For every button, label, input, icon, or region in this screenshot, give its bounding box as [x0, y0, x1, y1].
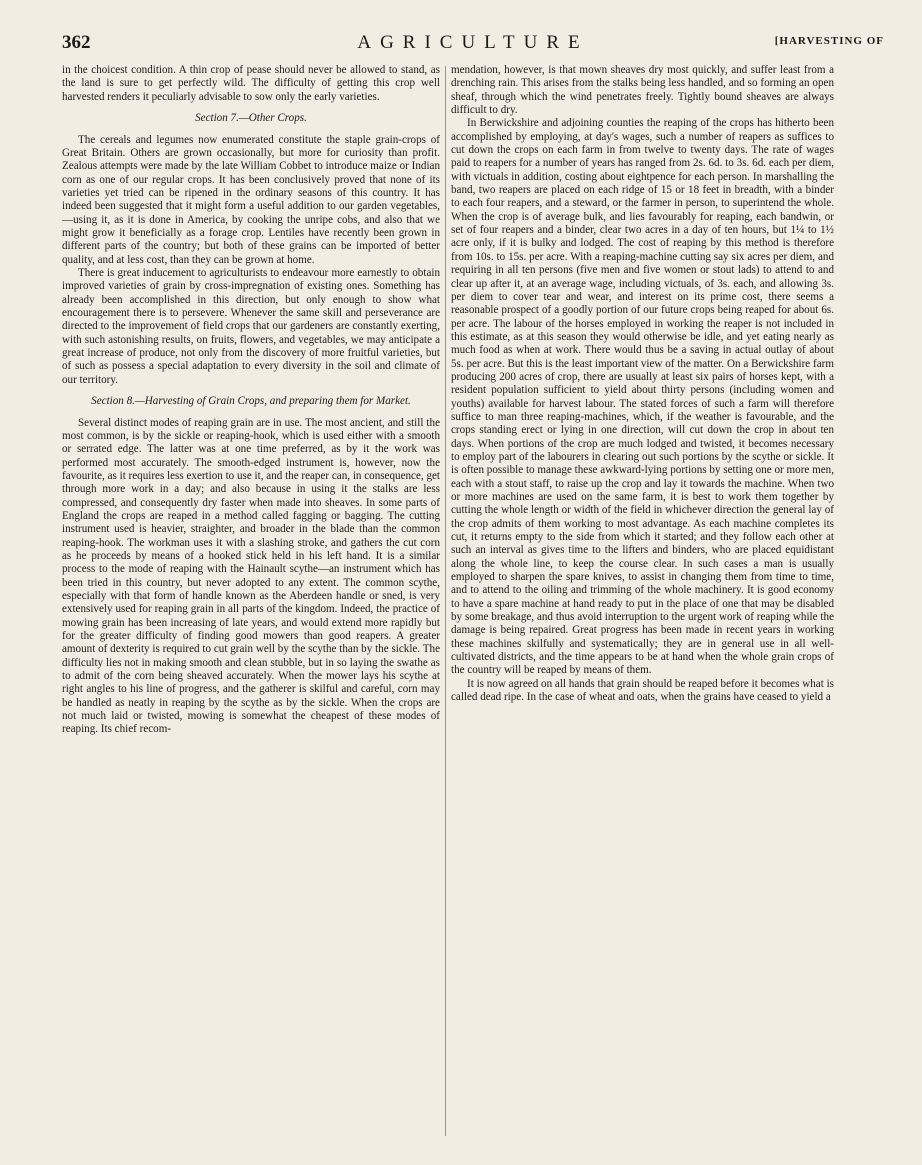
- paragraph: mendation, however, is that mown sheaves dry most quickly, and suffer least from a drenching rain. This arises from the stalks being less handled, and so forming an open sheaf, through which the wind penetrates freely. Tightly bound sheaves are always difficult to dry.: [451, 64, 834, 117]
- section-heading: Section 8.—Harvesting of Grain Crops, and preparing them for Market.: [91, 395, 411, 408]
- page-number: 362: [62, 32, 91, 53]
- left-column: [62, 64, 440, 737]
- page-header: [62, 32, 884, 58]
- paragraph: In Berwickshire and adjoining counties the reaping of the crops has hitherto been accomplished by employing, at day's wages, such a number of reapers as suffices to cut down the crops on each farm in from twelve to twenty days. The rate of wages paid to reapers for a number of years has ranged from 2s. 6d. to 3s. 6d. each per diem, with victuals in addition, costing about eightpence for each person. In marshalling the band, two reapers are placed on each ridge of 15 or 18 feet in breadth, with a binder to each four reapers, and a steward, or the farmer in person, to superintend the whole. When the crop is of average bulk, and lies favourably for reaping, each bandwin, or set of four reapers and a binder, clear two acres in a day of ten hours, but 1¼ to 1½ acre only, if it is bulky and lodged. The cost of reaping by this method is therefore from 10s. to 15s. per acre. With a reaping-machine cutting say six acres per diem, and requiring in all ten persons (five men and five women or stout lads) to attend to and clear up after it, at an average wage, including victuals, of 3s. each, and allowing 3s. per diem to cover tear and wear, and interest on its prime cost, there seems a reasonable prospect of a goodly portion of our future crops being reaped for about 6s. per acre. The labour of the horses employed in working the reaper is not included in this estimate, as at this season they would otherwise be idle, and yet eating nearly as much food as when at work. There would thus be a saving in actual outlay of about 5s. per acre. But this is the least important view of the matter. On a Berwickshire farm producing 200 acres of crop, there are usually at least six pairs of horses kept, with a resident population sufficient to yield about thirty persons (including women and youths) available for harvest labour. The stated forces of such a farm will therefore suffice to man three reaping-machines, which, if the weather is favourable, and the crops standing erect or lying in one direction, will cut down the crop in about ten days. When portions of the crop are much lodged and twisted, it becomes necessary to employ part of the labourers in clearing out such portions by the scythe or sickle. It is often possible to manage these awkward-lying portions by setting one or more men, each with a stout staff, to raise up the crop and lay it towards the machine. When two or more machines are used on the same farm, it is best to work them together by cutting the whole length or width of the field in whichever direction the general lay of the crop admits of them working to most advantage. As each machine completes its cut, it returns empty to the side from which it started; and they follow each other at such an interval as gives time to the lifters and binders, who are placed equidistant along the whole line, to keep the course clear. In such cases a man is usually employed to sharpen the spare knives, to assist in changing them from time to time, and to attend to the oiling and trimming of the whole machinery. It is good economy to have a spare machine at hand ready to put in the place of one that may be disabled by some breakage, and thus avoid interruption to the urgent work of reaping while the damage is being repaired. Great progress has been made in recent years in working these machines skilfully and systematically; they are in general use in all well-cultivated districts, and the time appears to be at hand when the whole grain crops of the country will be reaped by means of them.: [451, 117, 834, 677]
- right-column: [451, 64, 834, 705]
- column-divider: [445, 66, 446, 1136]
- paragraph: It is now agreed on all hands that grain should be reaped before it becomes what is called dead ripe. In the case of wheat and oats, when the grains have ceased to yield a: [451, 677, 834, 704]
- paragraph: Several distinct modes of reaping grain are in use. The most ancient, and still the most common, is by the sickle or reaping-hook, which is used either with a smooth or serrated edge. The latter was at one time preferred, as by it the work was performed most accurately. The smooth-edged instrument is, however, now the favourite, as it requires less exertion to use it, and the reaper can, in consequence, get through more work in a day; and also because in using it the stalks are less compressed, and consequently dry faster when made into sheaves. In some parts of England the crops are reaped in a method called fagging or bagging. The cutting instrument used is heavier, straighter, and broader in the blade than the common reaping-hook. The workman uses it with a slashing stroke, and gathers the cut corn as he proceeds by means of a hooked stick held in his left hand. It is a similar process to the mode of reaping with the Hainault scythe—an instrument which has been tried in this country, but never adopted to any extent. The common scythe, especially with that form of handle known as the Aberdeen handle or sned, is very extensively used for reaping grain in all parts of the kingdom. Indeed, the practice of mowing grain has been increasing of late years, and would extend more rapidly but for the greater difficulty of finding good mowers than good reapers. A greater amount of dexterity is required to cut grain well by the scythe than by the sickle. The difficulty lies not in making smooth and clean stubble, but in so laying the swathe as to admit of the corn being sheaved accurately. When the mower lays his scythe at right angles to his line of progress, and the gatherer is skilful and careful, corn may be handled as neatly in reaping by the scythe as by the sickle. When the crops are not much laid or twisted, mowing is somewhat the cheapest of these modes of reaping. Its chief recom-: [62, 416, 440, 736]
- paragraph: There is great inducement to agriculturists to endeavour more earnestly to obtain improved varieties of grain by cross-impregnation of existing ones. Something has already been accomplished in this direction, but only enough to show what encouragement there is to persevere. Whenever the same skill and perseverance are directed to the improvement of field crops that our gardeners are constantly exerting, with such astonishing results, on fruits, flowers, and vegetables, we may anticipate a great increase of produce, not only from the discovery of more fruitful varieties, but of such as possess a special adaptation to every diversity in the soil and climate of our territory.: [62, 266, 440, 386]
- paragraph: in the choicest condition. A thin crop of pease should never be allowed to stand, as the land is sure to get perfectly wild. The difficulty of getting this crop well harvested renders it peculiarly advisable to sow only the early varieties.: [62, 64, 440, 103]
- paragraph: The cereals and legumes now enumerated constitute the staple grain-crops of Great Britain. Others are grown occasionally, but more for curiosity than profit. Zealous attempts were made by the late William Cobbet to introduce maize or Indian corn as one of our regular crops. It has been conclusively proved that none of its varieties yet tried can be ripened in the ordinary seasons of this country. It has indeed been suggested that it might form a useful addition to our garden vegetables,—using it, as it is done in America, by cooking the unripe cobs, and also that we might grow it beneficially as a forage crop. Lentiles have recently been grown in different parts of the country; but both of these grains can be imported of better quality, and at less cost, than they can be grown at home.: [62, 133, 440, 266]
- running-title: AGRICULTURE: [357, 32, 589, 53]
- running-head-right: [HARVESTING OF: [774, 35, 884, 47]
- section-heading: Section 7.—Other Crops.: [195, 112, 307, 125]
